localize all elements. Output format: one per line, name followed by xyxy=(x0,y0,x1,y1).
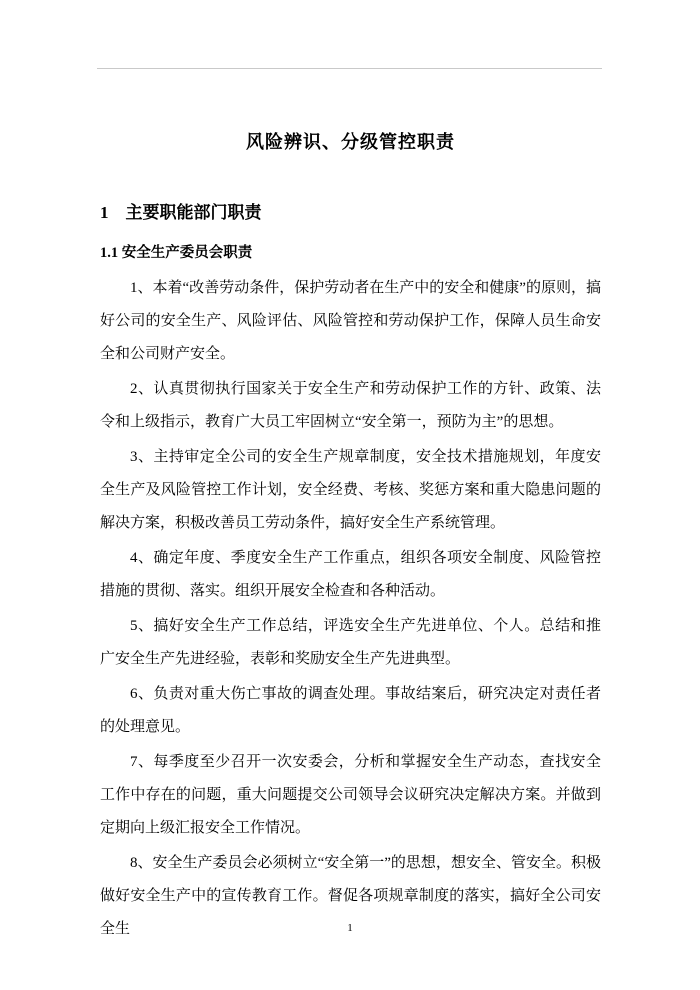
subsection-heading-1-1: 1.1 安全生产委员会职责 xyxy=(100,245,253,261)
paragraph-6: 6、负责对重大伤亡事故的调查处理。事故结案后，研究决定对责任者的处理意见。 xyxy=(100,686,601,735)
paragraph-1: 1、本着“改善劳动条件，保护劳动者在生产中的安全和健康”的原则，搞好公司的安全生产、风险评估、风险管控和劳动保护工作，保障人员生命安全和公司财产安全。 xyxy=(100,280,601,362)
paragraph-5: 5、搞好安全生产工作总结，评选安全生产先进单位、个人。总结和推广安全生产先进经验，表彰和奖励安全生产先进典型。 xyxy=(100,618,601,667)
paragraph-7: 7、每季度至少召开一次安委会，分析和掌握安全生产动态，查找安全工作中存在的问题，重大问题提交公司领导会议研究决定解决方案。并做到定期向上级汇报安全工作情况。 xyxy=(100,754,601,836)
page-number: 1 xyxy=(347,922,353,934)
paragraph-8: 8、安全生产委员会必须树立“安全第一”的思想，想安全、管安全。积极做好安全生产中的宣传教育工作。督促各项规章制度的落实，搞好全公司安全生 xyxy=(100,855,601,937)
page-content xyxy=(100,0,601,948)
paragraph-2: 2、认真贯彻执行国家关于安全生产和劳动保护工作的方针、政策、法令和上级指示，教育广大员工牢固树立“安全第一，预防为主”的思想。 xyxy=(100,381,601,430)
body-text xyxy=(100,272,601,946)
paragraph-3: 3、主持审定全公司的安全生产规章制度，安全技术措施规划，年度安全生产及风险管控工作计划，安全经费、考核、奖惩方案和重大隐患问题的解决方案，积极改善员工劳动条件，搞好安全生产系统管理。 xyxy=(100,449,601,531)
document-title: 风险辨识、分级管控职责 xyxy=(246,132,455,152)
paragraph-4: 4、确定年度、季度安全生产工作重点，组织各项安全制度、风险管控措施的贯彻、落实。组织开展安全检查和各种活动。 xyxy=(100,550,601,599)
section-heading-1: 1 主要职能部门职责 xyxy=(100,203,262,222)
